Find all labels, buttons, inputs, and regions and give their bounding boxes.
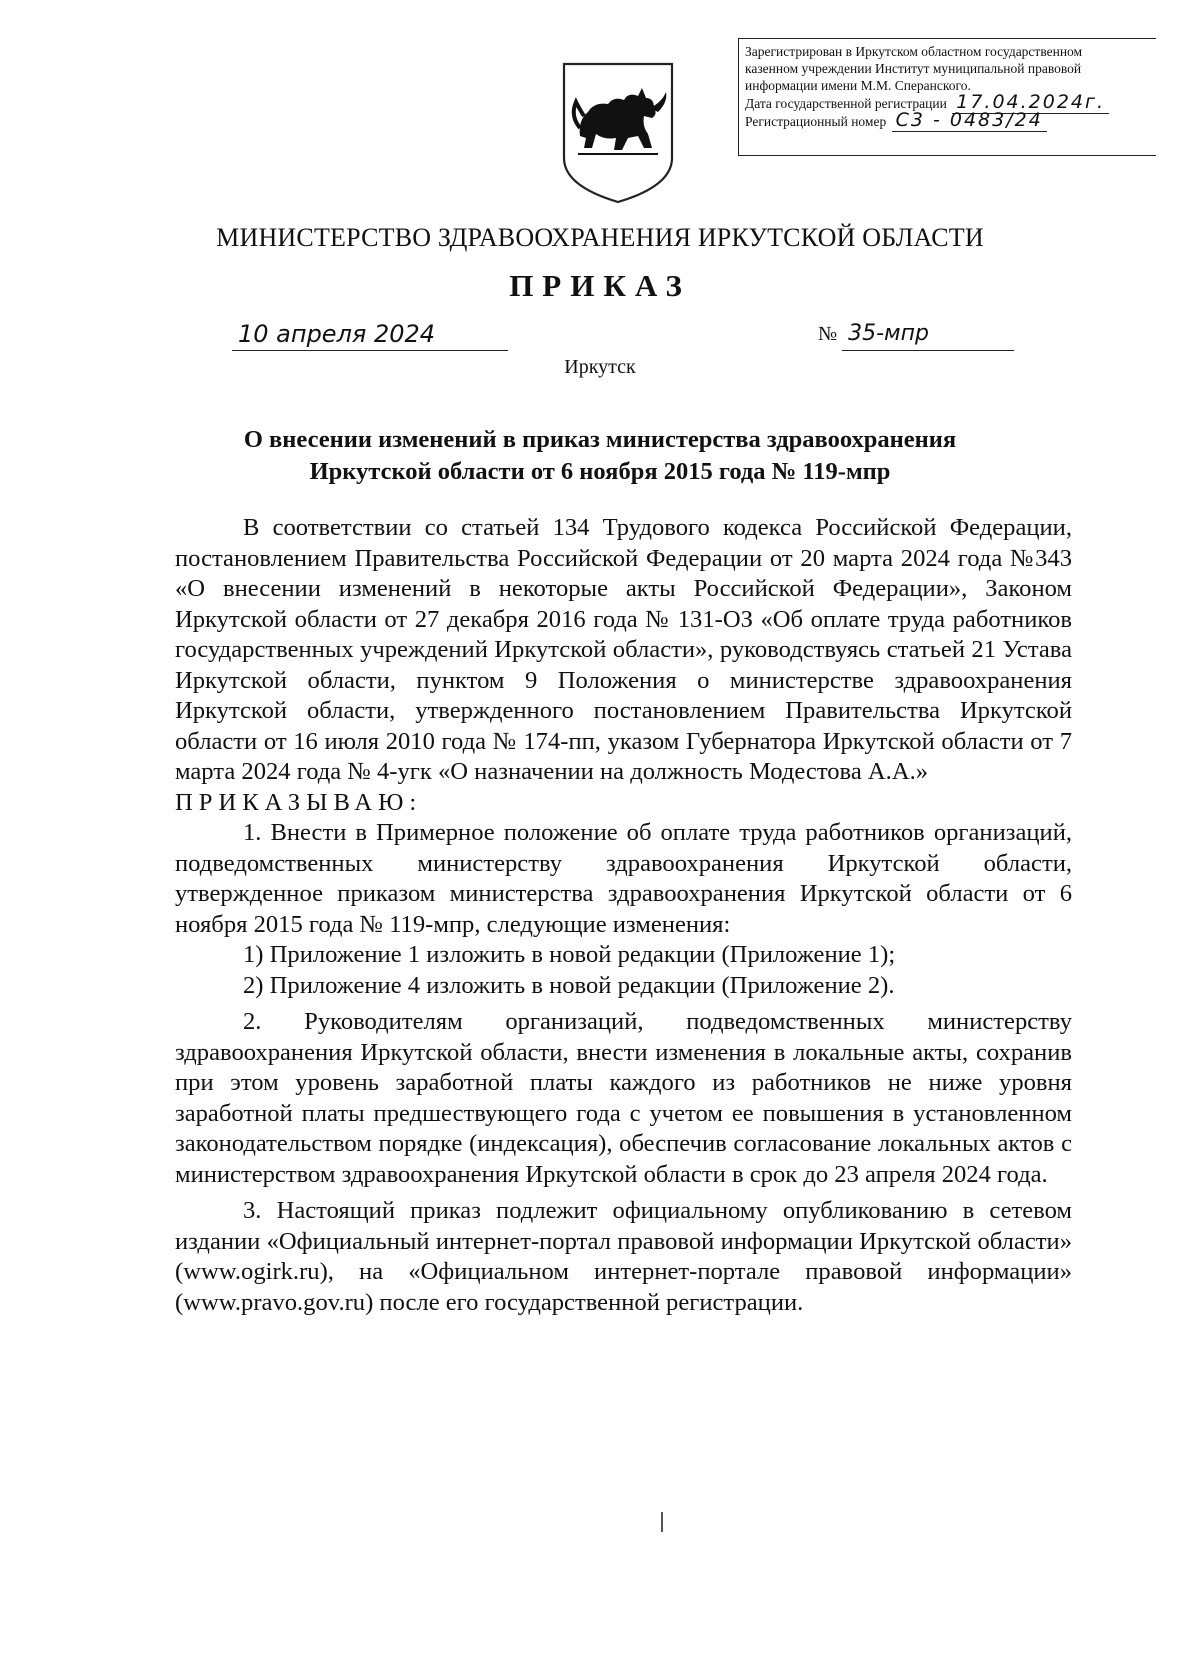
item-1-paragraph: 1. Внести в Примерное положение об оплате труда работников организаций, подведомственных министерству здравоохранения Иркутской области, утвержденное приказом министерства здравоохранения Иркутской области от 6 ноября 2015 года № 119-мпр, следующие изменения: — [175, 819, 1072, 938]
page-mark — [661, 1512, 663, 1532]
item-1-subitem-1: 1) Приложение 1 изложить в новой редакции (Приложение 1); — [243, 941, 896, 968]
city-name: Иркутск — [564, 356, 636, 378]
registration-line-2: казенном учреждении Институт муниципальной правовой — [745, 61, 1082, 76]
registration-line-1: Зарегистрирован в Иркутском областном государственном — [745, 44, 1083, 59]
document-body — [175, 513, 1072, 1318]
registration-stamp — [738, 38, 1156, 156]
registration-number-row — [745, 109, 1150, 131]
item-3-paragraph: 3. Настоящий приказ подлежит официальному опубликованию в сетевом издании «Официальный интернет-портал правовой информации Иркутской области» (www.ogirk.ru), на «Официальном интернет-портале правовой информации» (www.pravo.gov.ru) после его государственной регистрации. — [175, 1197, 1072, 1316]
item-1-subitem-2: 2) Приложение 4 изложить в новой редакции (Приложение 2). — [243, 971, 895, 999]
registration-number-value: С3 - 0483/24 — [892, 109, 1047, 132]
registration-number-label: Регистрационный номер — [745, 114, 887, 129]
document-title-line-1: О внесении изменений в приказ министерства здравоохранения — [243, 426, 957, 453]
preamble-paragraph: В соответствии со статьей 134 Трудового кодекса Российской Федерации, постановлением Правительства Российской Федерации от 20 марта 2024 года №343 «О внесении изменений в некоторые акты Российской Федерации», Законом Иркутской области от 27 декабря 2016 года № 131-ОЗ «Об оплате труда работников государственных учреждений Иркутской области», руководствуясь статьей 21 Устава Иркутской области, пунктом 9 Положения о министерстве здравоохранения Иркутской области, утвержденного постановлением Правительства Иркутской области от 16 июля 2010 года № 174-пп, указом Губернатора Иркутской области от 7 марта 2024 года № 4-угк «О назначении на должность Модестова А.А.» — [175, 514, 1072, 785]
document-title — [150, 424, 1050, 488]
order-word: ПРИКАЗЫВАЮ: — [175, 788, 423, 816]
registration-line-3: информации имени М.М. Сперанского. — [745, 78, 971, 93]
ministry-name: МИНИСТЕРСТВО ЗДРАВООХРАНЕНИЯ ИРКУТСКОЙ ОБЛАСТИ — [216, 223, 984, 252]
registration-date-label: Дата государственной регистрации — [745, 96, 947, 111]
item-2-paragraph: 2. Руководителям организаций, подведомственных министерству здравоохранения Иркутской области, внести изменения в локальные акты, сохранив при этом уровень заработной платы каждого из работников не ниже уровня заработной платы предшествующего года с учетом ее повышения в установленном законодательством порядке (индексация), обеспечив согласование локальных актов с министерством здравоохранения Иркутской области в срок до 23 апреля 2024 года. — [175, 1008, 1072, 1188]
coat-of-arms-icon — [558, 58, 678, 206]
document-title-line-2: Иркутской области от 6 ноября 2015 года № 119-мпр — [309, 458, 891, 485]
order-number-row — [818, 318, 1014, 350]
document-type-heading: ПРИКАЗ — [509, 268, 691, 303]
number-sign: № — [818, 323, 838, 345]
order-date: 10 апреля 2024 — [232, 318, 508, 351]
order-number: 35-мпр — [842, 318, 1014, 351]
registration-date-value: 17.04.2024г. — [952, 91, 1109, 114]
